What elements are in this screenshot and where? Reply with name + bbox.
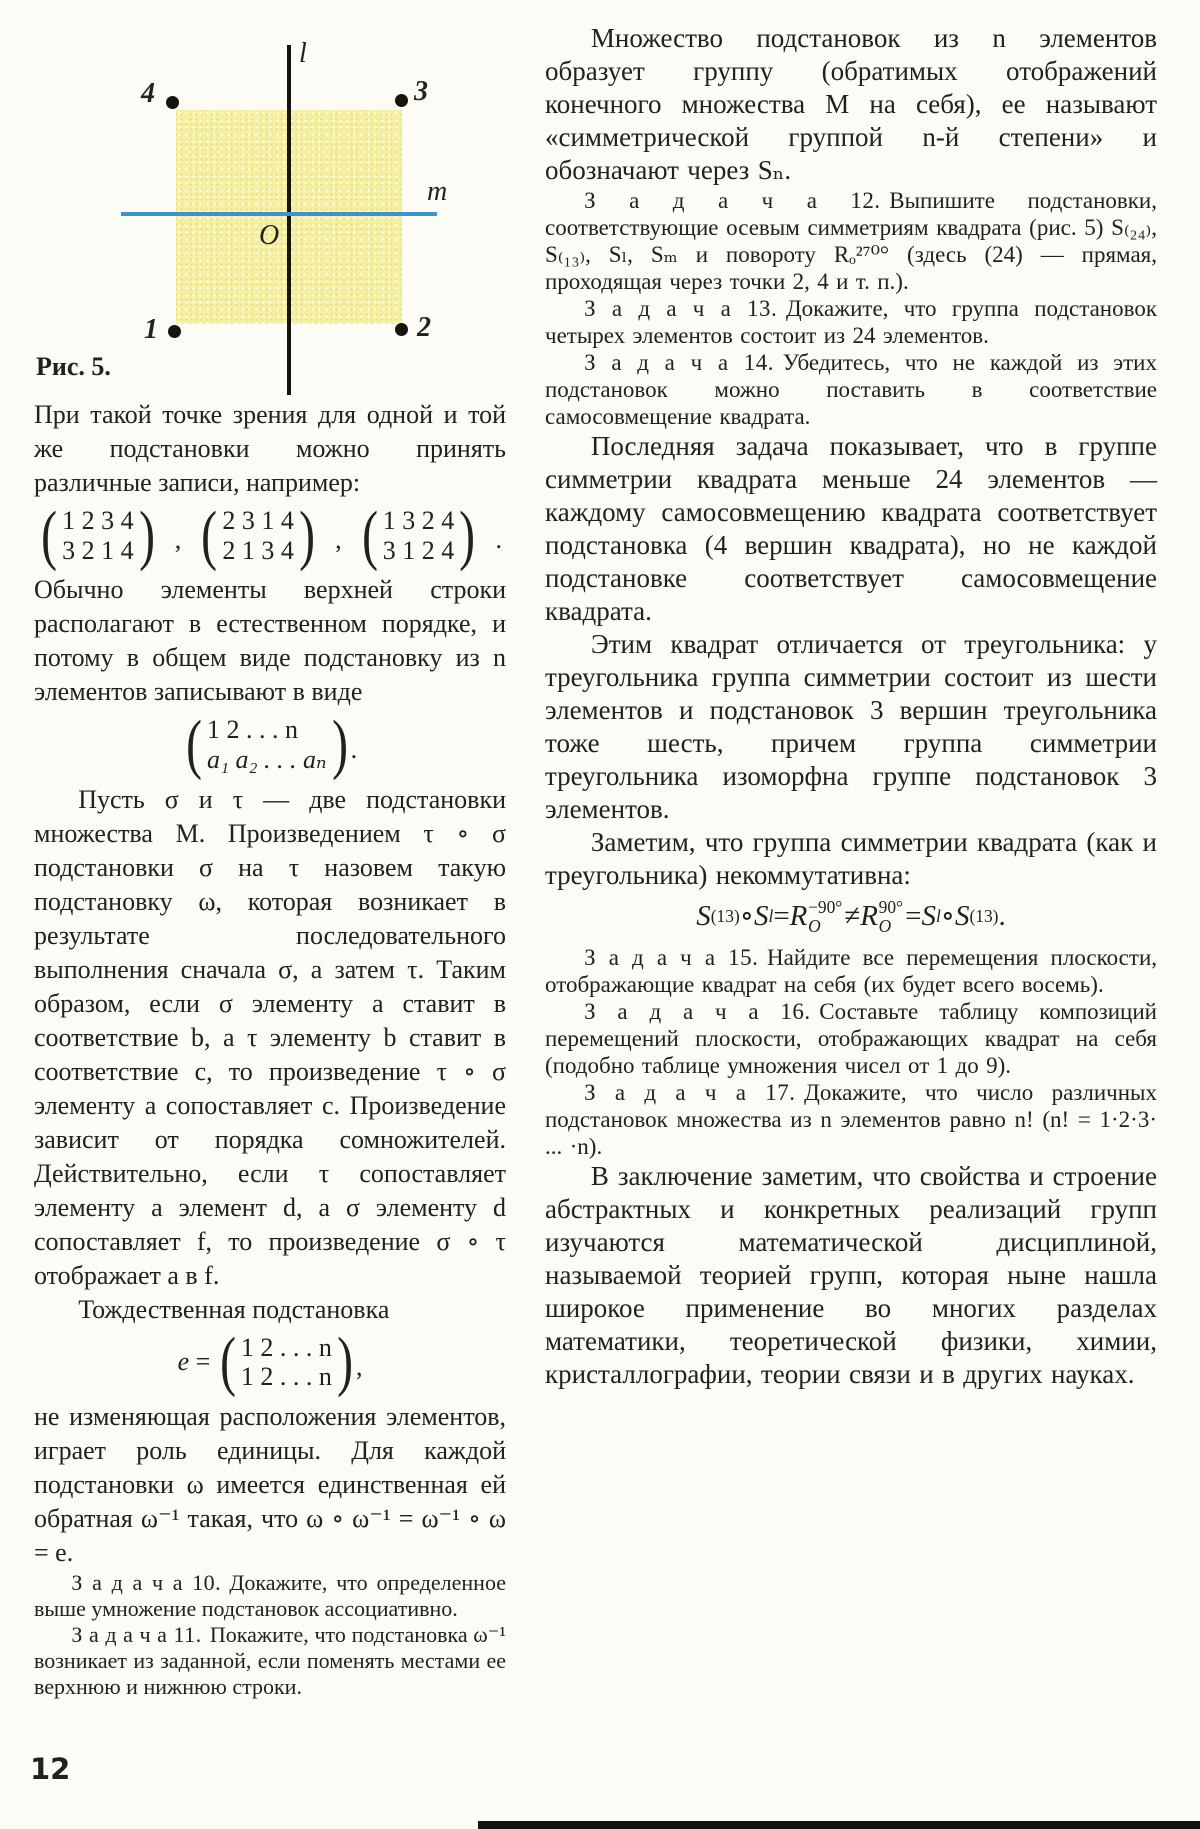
paragraph-natural-order: Обычно элементы верхней строки располагают в естественном порядке, и потому в общем виде подстановку из n элементов записывают в виде [34,575,506,707]
separator-comma: , [335,525,342,555]
paragraph-identity-intro: Тождественная подстановка [78,1294,390,1324]
task-label: З а д а ч а 17. [584,1079,796,1105]
vertex-dot-1 [168,325,181,338]
paragraph-noncommutative-intro: Заметим, что группа симметрии квадрата (как и треугольника) некоммутативна: [545,827,1157,890]
axis-line-m [121,212,437,216]
paragraph-inverse: не изменяющая расположения элементов, играет роль единицы. Для каждой подстановки ω имеется единственная ей обратная ω⁻¹ такая, что ω ∘ ω⁻¹ = ω⁻¹ ∘ ω = e. [34,1401,506,1567]
right-column [545,22,1157,1391]
center-label-O: O [259,220,280,251]
task-text: Докажите, что группа подстановок четырех элементов состоит из 24 элементов. [545,296,1157,348]
task-15 [545,944,1157,998]
paragraph-conclusion: В заключение заметим, что свойства и строение абстрактных и конкретных реализаций групп изучаются математической дисциплиной, называемой теорией групп, которая ныне нашла широкое применение во многих разделах математики, теоретической физики, химии, кристаллографии, теории связи и в других науках. [545,1160,1157,1389]
matrix-bottom-row: 1 2 . . . n [240,1362,332,1392]
identity-formula [34,1325,506,1399]
matrix-bottom-row: 3 1 2 4 [382,535,455,565]
axis-label-m: m [427,176,448,207]
left-column [34,398,506,1700]
matrix-top-row: 1 2 . . . n [240,1332,332,1362]
vertex-label-1: 1 [144,314,158,345]
task-text: Составьте таблицу композиций перемещений плоскости, отображающих квадрат на себя (подобно таблице умножения чисел от 1 до 9). [545,998,1157,1078]
matrix-bottom-row: 3 2 1 4 [62,535,134,565]
paragraph-product-definition: Пусть σ и τ — две подстановки множества M. Произведением τ ∘ σ подстановки σ на τ назовем такую подстановку ω, которая возникает в результате последовательного выполнения сначала σ, а затем τ. Таким образом, если σ элементу a ставит в соответствие b, а τ элементу b ставит в соответствие c, то произведение τ ∘ σ элементу a сопоставляет c. Произведение зависит от порядка сомножителей. Действительно, если τ сопоставляет элементу a элемент d, а σ элементу d сопоставляет f, то произведение σ ∘ τ отображает a в f. [34,784,506,1290]
task-text: Докажите, что определенное выше умножение подстановок ассоциативно. [34,1569,506,1621]
matrix-bottom-row: a₁ a₂ . . . aₙ [206,744,327,774]
paragraph-notation: При такой точке зрения для одной и той же подстановки можно принять различные записи, например: [34,400,506,497]
figure-5 [0,0,520,400]
task-label: З а д а ч а 12. [584,188,881,213]
matrix-top-row: 1 2 3 4 [62,506,134,535]
task-label: З а д а ч а 10. [71,1569,222,1595]
matrix-examples-row [34,498,506,572]
identity-variable: e [177,1347,190,1377]
separator-comma: , [355,1351,363,1381]
task-text: Найдите все перемещения плоскости, отображающие квадрат на себя (их будет всего восемь). [545,944,1158,997]
matrix-bottom-row: 2 1 3 4 [222,535,294,565]
separator-period: . [350,734,358,764]
permutation-matrix-2: ( 2 3 1 4 2 1 3 4 ) [201,498,315,572]
task-12 [545,187,1157,295]
vertex-dot-2 [395,323,408,336]
vertex-label-3: 3 [414,76,428,107]
task-13 [545,295,1157,349]
figure-caption: Рис. 5. [36,352,111,381]
task-text: Убедитесь, что не каждой из этих подстановок можно поставить в соответствие самосовмещение квадрата. [545,350,1157,429]
task-text: Покажите, что подстановка ω⁻¹ возникает из заданной, если поменять местами ее верхнюю и нижнюю строки. [34,1621,506,1699]
separator-comma: , [174,525,182,555]
task-17 [545,1079,1157,1160]
task-label: З а д а ч а 11. [71,1621,202,1647]
task-11 [34,1622,506,1700]
task-text: Докажите, что число различных подстановок множества из n элементов равно n! (n! = 1·2·3· ... ·n). [545,1079,1157,1159]
paragraph-square-vs-triangle: Этим квадрат отличается от треугольника: у треугольника группа симметрии состоит из шести элементов и подстановок 3 вершин треугольника тоже шесть, причем группа симметрии треугольника изоморфна группе подстановок 3 элементов. [545,629,1157,824]
axis-line-l [287,45,291,395]
separator-period: . [495,525,502,555]
task-label: З а д а ч а 13. [584,296,778,321]
matrix-top-row: 1 3 2 4 [382,506,455,535]
vertex-dot-4 [166,96,179,109]
task-label: З а д а ч а 16. [584,998,811,1024]
vertex-label-4: 4 [141,78,155,109]
matrix-top-row: 1 2 . . . n [206,715,298,745]
task-14 [545,349,1157,430]
equals-sign: = [195,1347,211,1377]
axis-label-l: l [299,38,307,69]
task-16 [545,998,1157,1079]
task-label: З а д а ч а 15. [584,944,759,970]
permutation-matrix-1: ( 1 2 3 4 3 2 1 4 ) [41,498,155,572]
paragraph-symmetric-group: Множество подстановок из n элементов образует группу (обратимых отображений конечного множества M на себя), ее называют «симметрической группой n-й степени» и обозначают через Sₙ. [545,23,1157,185]
identity-matrix: ( 1 2 . . . n 1 2 . . . n ) [219,1325,353,1399]
general-form-formula [34,707,506,781]
page-number: 12 [30,1752,71,1786]
scan-artifact-strip [478,1821,1200,1829]
matrix-top-row: 2 3 1 4 [222,506,294,535]
vertex-dot-3 [395,94,408,107]
noncommutativity-formula: S (13) ∘ S l = R −90° O ≠ R 90° O = S l ∘ S (13) . [696,897,1006,936]
paragraph-last-task: Последняя задача показывает, что в группе симметрии квадрата меньше 24 элементов — каждому самосовмещению квадрата соответствует подстановка (4 вершин квадрата), но не каждой подстановке соответствует самосовмещение квадрата. [545,431,1157,626]
permutation-matrix-3: ( 1 3 2 4 3 1 2 4 ) [361,498,476,572]
task-label: З а д а ч а 14. [584,350,774,375]
vertex-label-2: 2 [417,312,431,343]
task-text: Выпишите подстановки, соответствующие осевым симметриям квадрата (рис. 5) S₍₂₄₎, S₍₁₃₎, Sₗ, Sₘ и повороту Rₒ²⁷⁰° (здесь (24) — прямая, проходящая через точки 2, 4 и т. п.). [545,188,1157,294]
general-permutation-matrix: ( 1 2 . . . n a₁ a₂ . . . aₙ ) [185,707,348,781]
task-10 [34,1570,506,1622]
